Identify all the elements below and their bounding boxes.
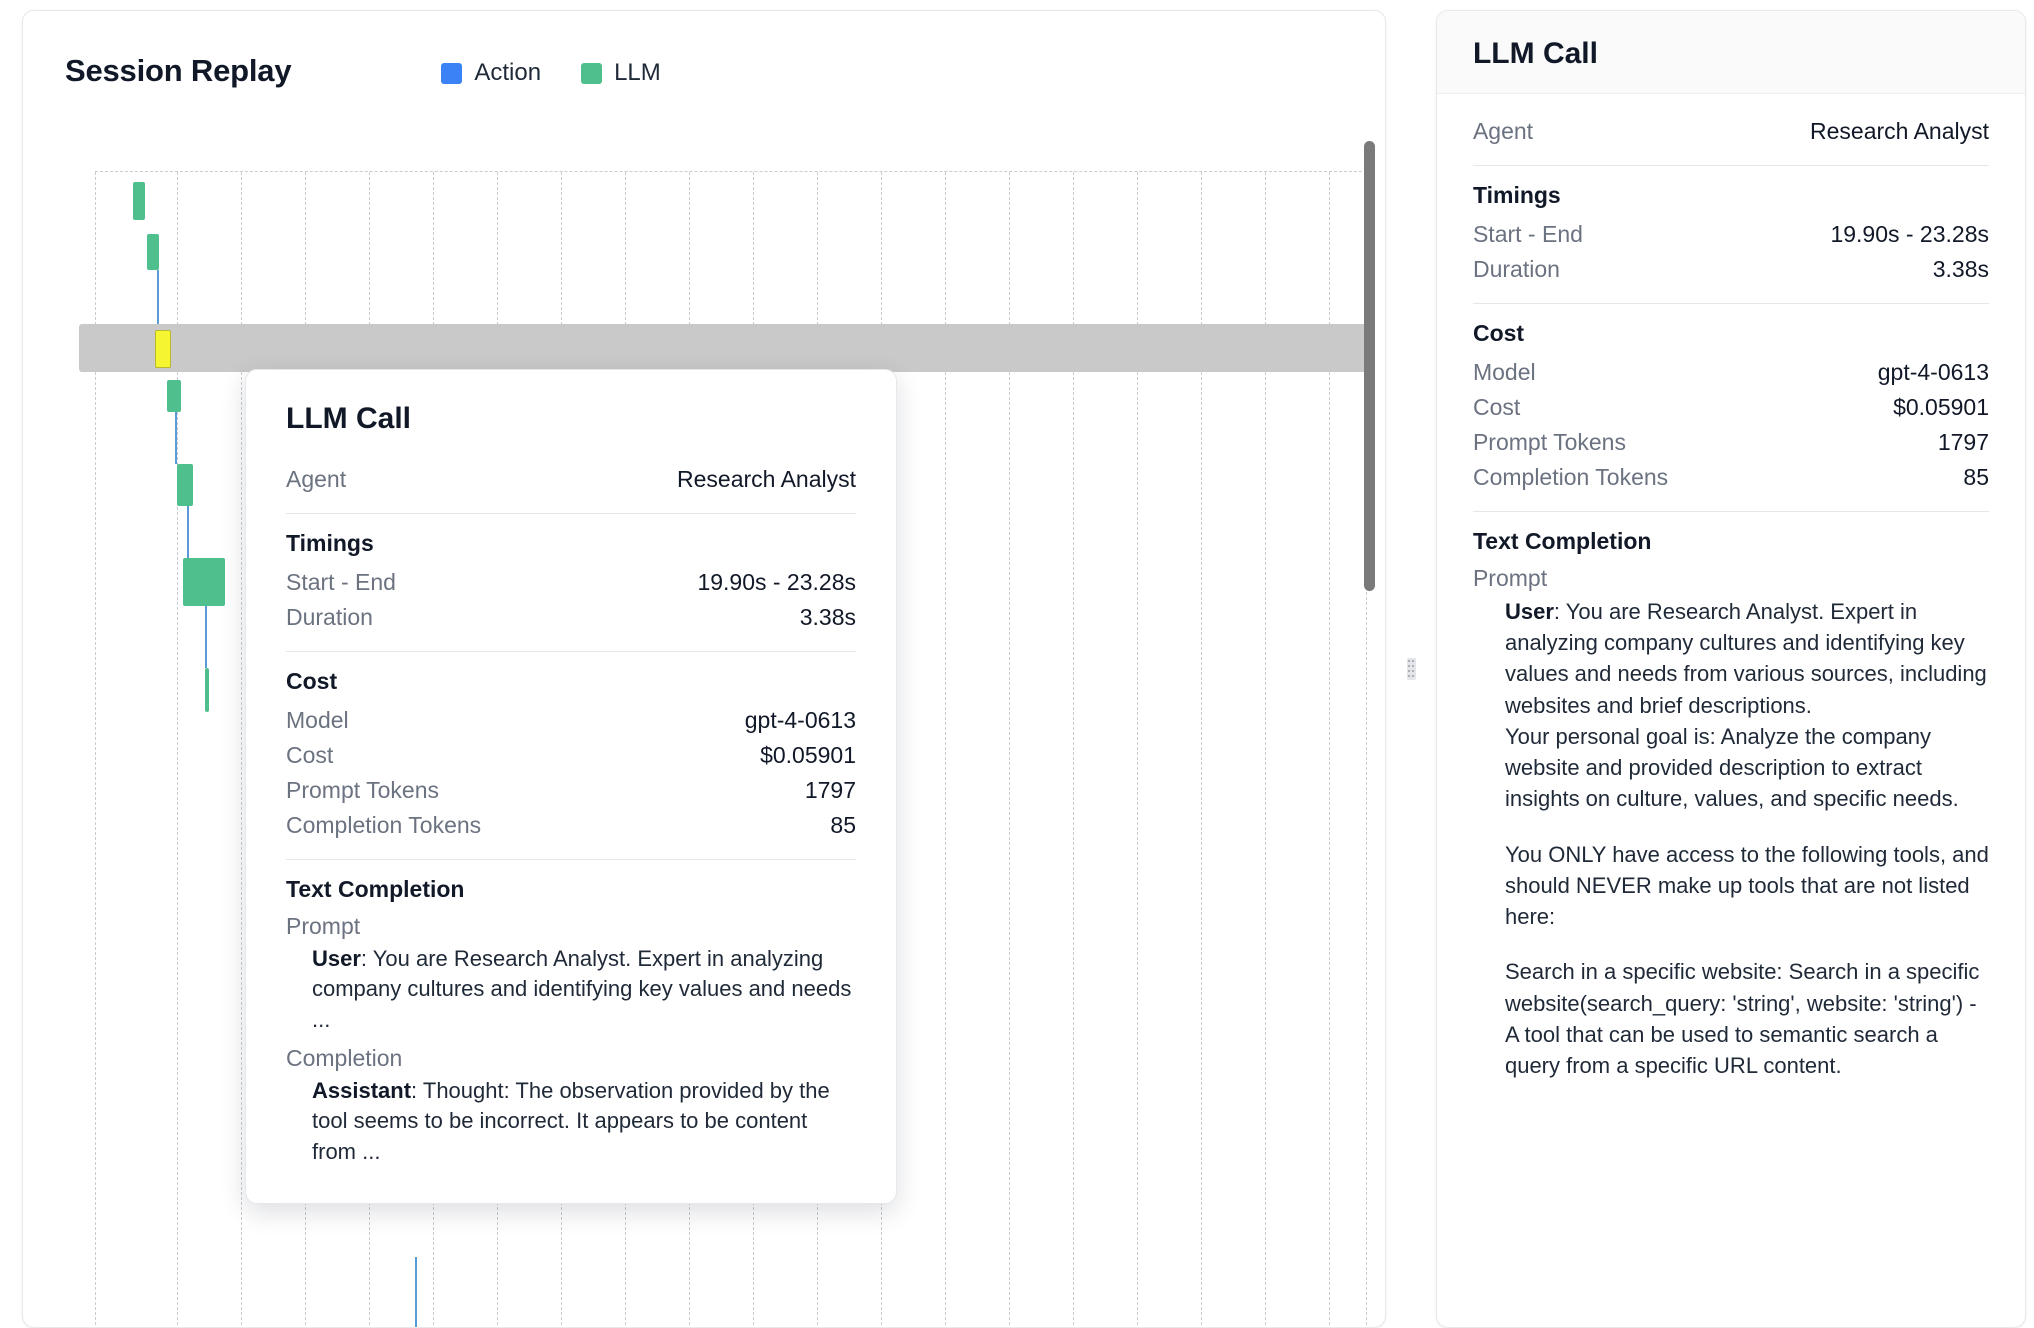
- tooltip-cost-key: Cost: [286, 742, 334, 768]
- timeline-connector: [415, 1257, 417, 1328]
- divider: [286, 513, 856, 514]
- details-prompt-tokens-key: Prompt Tokens: [1472, 429, 1626, 455]
- legend-label-llm: LLM: [614, 59, 661, 86]
- tooltip-title: LLM Call: [286, 402, 411, 435]
- timeline-connector: [175, 412, 177, 464]
- details-text-completion-heading: Text Completion: [1472, 528, 1652, 554]
- details-agent-key: Agent: [1472, 118, 1534, 144]
- tooltip-agent-value: Research Analyst: [677, 466, 856, 492]
- divider: [1473, 165, 1989, 166]
- action-swatch-icon: [441, 63, 462, 84]
- timeline-span-llm[interactable]: [167, 380, 181, 412]
- panel-splitter[interactable]: [1400, 10, 1422, 1328]
- tooltip-completion-role: Assistant: [312, 1078, 412, 1104]
- tooltip-model-value: gpt-4-0613: [744, 707, 856, 733]
- tooltip-prompt-tokens-value: 1797: [804, 777, 856, 803]
- tooltip-prompt-tokens-row: [286, 773, 856, 808]
- tooltip-cost-heading: Cost: [286, 668, 338, 694]
- tooltip-text-completion-heading: Text Completion: [286, 876, 465, 902]
- timeline-connector: [205, 606, 207, 668]
- details-completion-tokens-key: Completion Tokens: [1472, 464, 1669, 490]
- details-model-key: Model: [1472, 359, 1536, 385]
- details-model-value: gpt-4-0613: [1877, 359, 1989, 385]
- details-cost-heading: Cost: [1472, 320, 1525, 346]
- details-body: [1437, 94, 2025, 1081]
- tooltip-cost-row: [286, 738, 856, 773]
- timeline-vertical-scrollbar[interactable]: [1364, 141, 1375, 591]
- details-header: [1437, 11, 2025, 94]
- details-prompt-text-1: : You are Research Analyst. Expert in analyzing company cultures and identifying key values and needs from various sources, including websites and brief descriptions.: [1504, 599, 1987, 718]
- tooltip-cost-value: $0.05901: [760, 742, 856, 768]
- details-prompt-role: User: [1504, 599, 1554, 624]
- session-replay-header: [23, 11, 1385, 89]
- tooltip-completion-tokens-value: 85: [830, 812, 856, 838]
- details-title: LLM Call: [1472, 37, 1598, 70]
- details-prompt-label: Prompt: [1472, 565, 1548, 591]
- tooltip-start-end-key: Start - End: [286, 569, 396, 595]
- tooltip-prompt-role: User: [312, 946, 361, 971]
- details-timings-heading: Timings: [1472, 182, 1561, 208]
- details-start-end-value: 19.90s - 23.28s: [1830, 221, 1989, 247]
- tooltip-duration-value: 3.38s: [799, 604, 856, 630]
- divider: [1473, 303, 1989, 304]
- timeline-connector: [187, 506, 189, 558]
- details-completion-tokens-row: [1473, 460, 1989, 495]
- details-duration-key: Duration: [1472, 256, 1560, 282]
- legend-item-action[interactable]: [441, 59, 541, 87]
- details-start-end-row: [1473, 217, 1989, 252]
- details-cost-row: [1473, 390, 1989, 425]
- divider: [286, 651, 856, 652]
- details-completion-tokens-value: 85: [1963, 464, 1989, 490]
- timeline-span-llm[interactable]: [147, 234, 159, 270]
- timeline-span-llm[interactable]: [177, 464, 193, 506]
- timeline-span-llm[interactable]: [133, 182, 145, 220]
- llm-call-tooltip: [245, 369, 897, 1204]
- timeline-span-selected[interactable]: [155, 330, 171, 368]
- tooltip-completion-tokens-row: [286, 808, 856, 843]
- details-prompt-paragraph: [1505, 596, 1989, 815]
- details-prompt-tokens-row: [1473, 425, 1989, 460]
- details-start-end-key: Start - End: [1472, 221, 1583, 247]
- timeline-span-llm[interactable]: [205, 668, 209, 712]
- details-prompt-paragraph: You ONLY have access to the following tools, and should NEVER make up tools that are not listed here:: [1504, 841, 1989, 930]
- details-prompt-text-2: Your personal goal is: Analyze the company website and provided description to extract insights on culture, values, and specific needs.: [1504, 723, 1959, 812]
- llm-swatch-icon: [581, 63, 602, 84]
- tooltip-start-end-row: [286, 565, 856, 600]
- legend: [441, 59, 660, 87]
- legend-item-llm[interactable]: [581, 59, 661, 87]
- tooltip-duration-row: [286, 600, 856, 635]
- details-duration-row: [1473, 252, 1989, 287]
- session-replay-panel: [22, 10, 1386, 1328]
- tooltip-completion-label: Completion: [286, 1045, 403, 1072]
- llm-call-details-panel: [1436, 10, 2026, 1328]
- divider: [1473, 511, 1989, 512]
- tooltip-completion-tokens-key: Completion Tokens: [286, 812, 482, 838]
- details-cost-value: $0.05901: [1893, 394, 1989, 420]
- tooltip-agent-key: Agent: [286, 466, 347, 492]
- tooltip-completion-text: : Thought: The observation provided by the tool seems to be incorrect. It appears to be content from ...: [312, 1078, 830, 1164]
- timeline-span-llm[interactable]: [183, 558, 225, 606]
- details-agent-row: [1473, 114, 1989, 149]
- details-duration-value: 3.38s: [1932, 256, 1989, 282]
- tooltip-prompt-label: Prompt: [286, 913, 361, 939]
- details-prompt-paragraph: Search in a specific website: Search in a specific website(search_query: 'string', website: 'string') - A tool that can be used to semantic search a query from a specific URL content.: [1504, 959, 1980, 1079]
- splitter-grip-icon[interactable]: [1407, 658, 1416, 680]
- tooltip-prompt-message: [286, 944, 856, 1035]
- details-agent-value: Research Analyst: [1810, 118, 1989, 144]
- tooltip-model-row: [286, 703, 856, 738]
- details-prompt-tokens-value: 1797: [1937, 429, 1989, 455]
- details-model-row: [1473, 355, 1989, 390]
- tooltip-agent-row: [286, 462, 856, 497]
- details-prompt-body: [1473, 596, 1989, 1081]
- details-cost-key: Cost: [1472, 394, 1521, 420]
- timeline-row-selected-group[interactable]: [79, 324, 1367, 372]
- page-title: Session Replay: [65, 53, 292, 88]
- tooltip-duration-key: Duration: [286, 604, 373, 630]
- tooltip-prompt-text: : You are Research Analyst. Expert in analyzing company cultures and identifying key values and needs ...: [312, 946, 852, 1032]
- tooltip-prompt-tokens-key: Prompt Tokens: [286, 777, 439, 803]
- timeline-connector: [157, 270, 159, 332]
- tooltip-model-key: Model: [286, 707, 349, 733]
- divider: [286, 859, 856, 860]
- legend-label-action: Action: [474, 59, 542, 86]
- tooltip-start-end-value: 19.90s - 23.28s: [697, 569, 856, 595]
- tooltip-timings-heading: Timings: [286, 530, 374, 556]
- tooltip-completion-message: [286, 1076, 856, 1167]
